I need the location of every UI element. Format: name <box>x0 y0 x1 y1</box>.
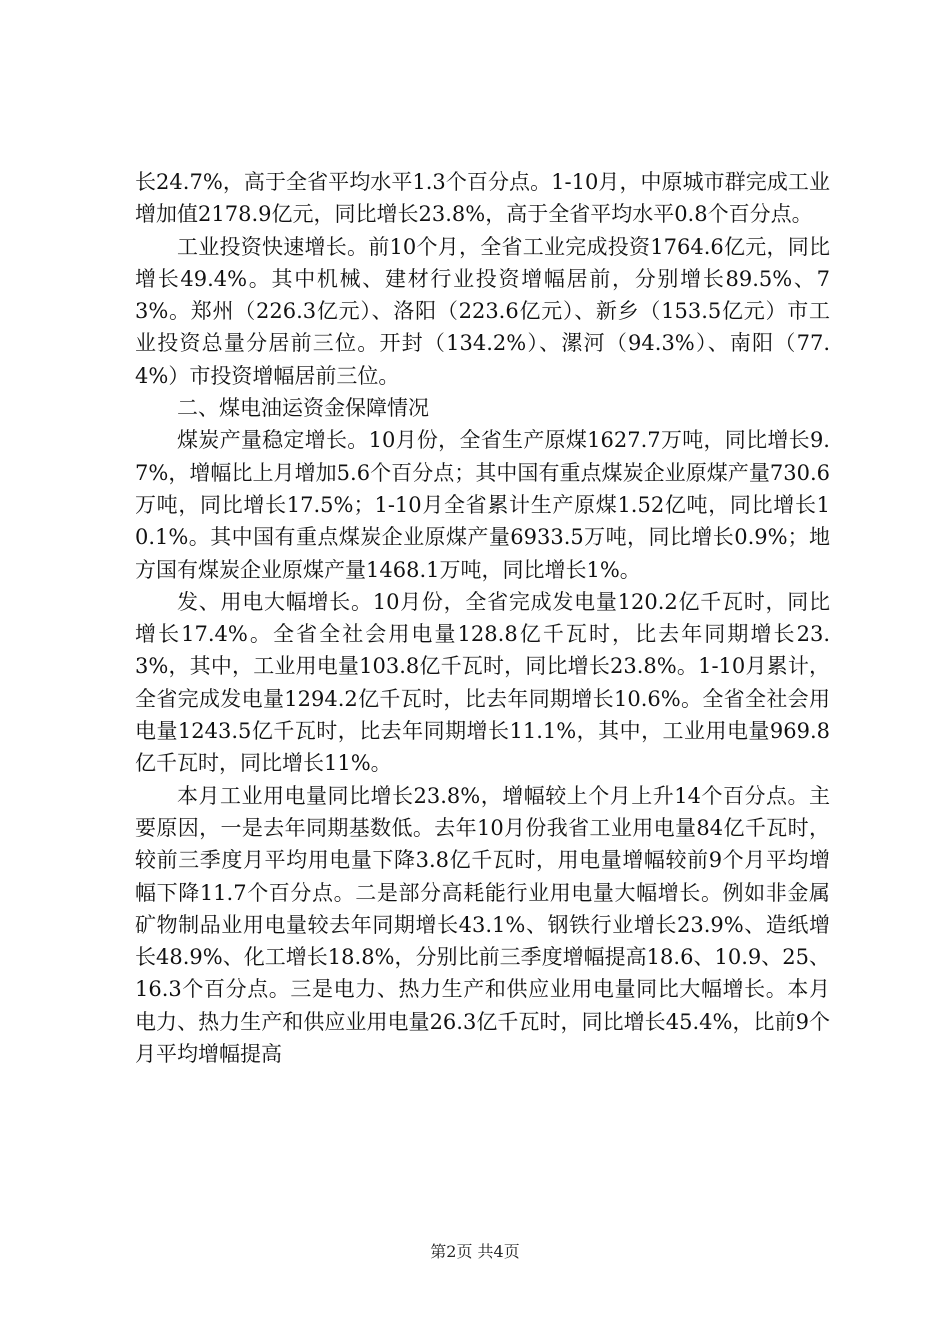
document-body <box>135 166 830 1070</box>
section-heading: 二、煤电油运资金保障情况 <box>177 396 429 421</box>
paragraph-continuation: 长24.7%，高于全省平均水平1.3个百分点。1-10月，中原城市群完成工业增加值2178.9亿元，同比增长23.8%，高于全省平均水平0.8个百分点。 <box>135 170 830 227</box>
page-number-footer: 第2页 共4页 <box>430 1242 520 1261</box>
paragraph-electricity: 发、用电大幅增长。10月份，全省完成发电量120.2亿千瓦时，同比增长17.4%。全省全社会用电量128.8亿千瓦时，比去年同期增长23.3%，其中，工业用电量103.8亿千瓦时，同比增长23.8%。1-10月累计，全省完成发电量1294.2亿千瓦时，比去年同期增长10.6%。全省全社会用电量1243.5亿千瓦时，比去年同期增长11.1%，其中，工业用电量969.8亿千瓦时，同比增长11%。 <box>135 589 830 776</box>
paragraph-industrial-investment: 工业投资快速增长。前10个月，全省工业完成投资1764.6亿元，同比增长49.4%。其中机械、建材行业投资增幅居前，分别增长89.5%、73%。郑州（226.3亿元）、洛阳（223.6亿元）、新乡（153.5亿元）市工业投资总量分居前三位。开封（134.2%）、漯河（94.3%）、南阳（77.4%）市投资增幅居前三位。 <box>135 234 830 388</box>
paragraph-coal-production: 煤炭产量稳定增长。10月份，全省生产原煤1627.7万吨，同比增长9.7%，增幅比上月增加5.6个百分点；其中国有重点煤炭企业原煤产量730.6万吨，同比增长17.5%；1-10月全省累计生产原煤1.52亿吨，同比增长10.1%。其中国有重点煤炭企业原煤产量6933.5万吨，同比增长0.9%；地方国有煤炭企业原煤产量1468.1万吨，同比增长1%。 <box>135 428 830 582</box>
paragraph-industrial-power-usage: 本月工业用电量同比增长23.8%，增幅较上个月上升14个百分点。主要原因，一是去年同期基数低。去年10月份我省工业用电量84亿千瓦时，较前三季度月平均用电量下降3.8亿千瓦时，用电量增幅较前9个月平均增幅下降11.7个百分点。二是部分高耗能行业用电量大幅增长。例如非金属矿物制品业用电量较去年同期增长43.1%、钢铁行业增长23.9%、造纸增长48.9%、化工增长18.8%，分别比前三季度增幅提高18.6、10.9、25、16.3个百分点。三是电力、热力生产和供应业用电量同比大幅增长。本月电力、热力生产和供应业用电量26.3亿千瓦时，同比增长45.4%，比前9个月平均增幅提高 <box>135 783 830 1067</box>
